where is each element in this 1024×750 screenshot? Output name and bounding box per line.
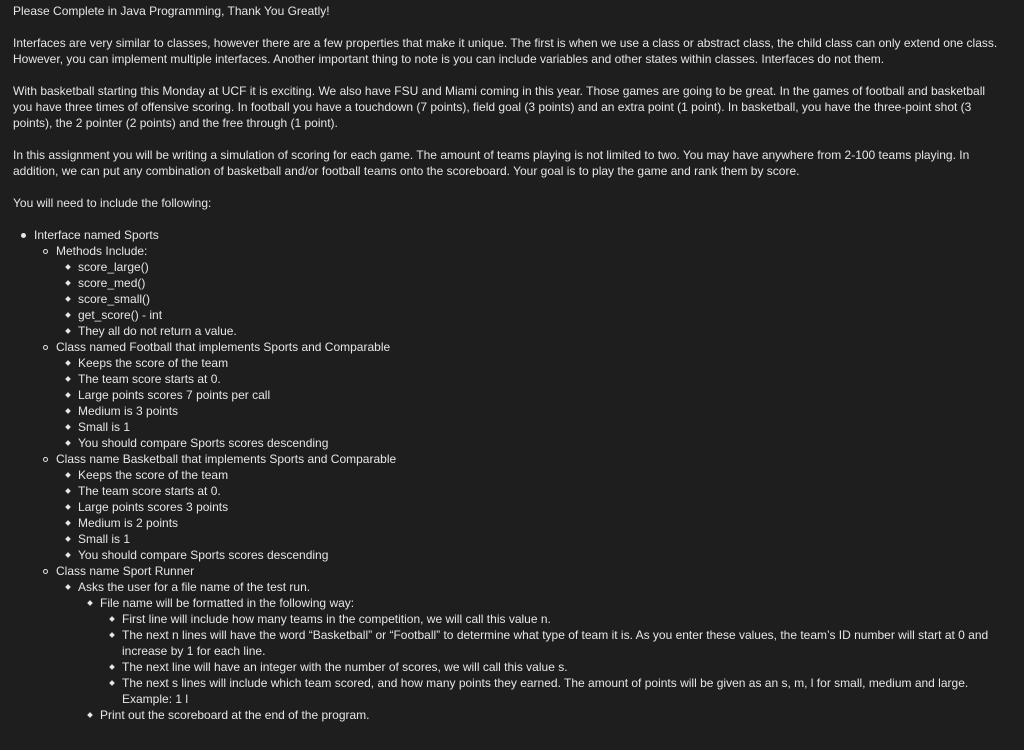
list-item: score_large()	[56, 259, 1003, 275]
football-class-label: Class named Football that implements Sports and Comparable	[56, 340, 391, 354]
requirements-heading: You will need to include the following:	[13, 196, 212, 210]
list-item: The team score starts at 0.	[56, 371, 1003, 387]
list-item: Keeps the score of the team	[56, 355, 1003, 371]
basketball-class-label: Class name Basketball that implements Sports and Comparable	[56, 452, 397, 466]
sport-runner-label: Class name Sport Runner	[56, 564, 195, 578]
document-title: Please Complete in Java Programming, Thank You Greatly!	[13, 4, 330, 18]
sports-interface-label: Interface named Sports	[34, 228, 159, 242]
methods-list	[56, 259, 1003, 339]
list-item: You should compare Sports scores descending	[56, 547, 1003, 563]
list-item: Keeps the score of the team	[56, 467, 1003, 483]
list-item: Small is 1	[56, 531, 1003, 547]
list-item-file-format	[78, 595, 1003, 707]
basketball-points-list	[56, 467, 1003, 563]
file-format-outer-list	[78, 595, 1003, 723]
list-item: get_score() - int	[56, 307, 1003, 323]
intro-paragraph-assignment: In this assignment you will be writing a simulation of scoring for each game. The amount of teams playing is not limited to two. You may have anywhere from 2-100 teams playing. In addition, we can put any combination of basketball and/or football teams onto the scoreboard. Your goal is to play the game and rank them by score.	[13, 148, 970, 178]
list-item: Large points scores 3 points	[56, 499, 1003, 515]
list-item-sport-runner-class	[34, 563, 1003, 723]
list-item: The next line will have an integer with the number of scores, we will call this value s.	[100, 659, 1003, 675]
list-item-football-class	[34, 339, 1003, 451]
list-item: Large points scores 7 points per call	[56, 387, 1003, 403]
list-item: First line will include how many teams in the competition, we will call this value n.	[100, 611, 1003, 627]
file-format-details-list	[100, 611, 1003, 707]
list-item-sports-interface	[13, 227, 1003, 723]
list-item: Medium is 3 points	[56, 403, 1003, 419]
football-points-list	[56, 355, 1003, 451]
list-item: Medium is 2 points	[56, 515, 1003, 531]
sport-runner-list	[56, 579, 1003, 723]
assignment-document	[13, 3, 1003, 723]
list-item: Small is 1	[56, 419, 1003, 435]
list-item: The next n lines will have the word “Basketball” or “Football” to determine what type of team it is. As you enter these values, the team’s ID number will start at 0 and increase by 1 for each line.	[100, 627, 1003, 659]
requirements-list	[13, 227, 1003, 723]
sports-interface-sublist	[34, 243, 1003, 723]
intro-paragraph-interfaces: Interfaces are very similar to classes, however there are a few properties that make it unique. The first is when we use a class or abstract class, the child class can only extend one class. However, you can implement multiple interfaces. Another important thing to note is you can include variables and other states within classes. Interfaces do not them.	[13, 36, 998, 66]
list-item-ask-file-name	[56, 579, 1003, 723]
list-item: The next s lines will include which team scored, and how many points they earned. The amount of points will be given as an s, m, l for small, medium and large. Example: 1 l	[100, 675, 1003, 707]
list-item: score_med()	[56, 275, 1003, 291]
ask-file-name-text: Asks the user for a file name of the test run.	[78, 580, 311, 594]
intro-paragraph-basketball: With basketball starting this Monday at UCF it is exciting. We also have FSU and Miami coming in this year. Those games are going to be great. In the games of football and basketball you have three times of offensive scoring. In football you have a touchdown (7 points), field goal (3 points) and an extra point (1 point). In basketball, you have the three-point shot (3 points), the 2 pointer (2 points) and the free through (1 point).	[13, 84, 986, 130]
file-format-label: File name will be formatted in the following way:	[100, 596, 355, 610]
list-item: The team score starts at 0.	[56, 483, 1003, 499]
methods-label: Methods Include:	[56, 244, 148, 258]
list-item-methods	[34, 243, 1003, 339]
list-item: They all do not return a value.	[56, 323, 1003, 339]
list-item-basketball-class	[34, 451, 1003, 563]
list-item: score_small()	[56, 291, 1003, 307]
list-item-print-scoreboard: Print out the scoreboard at the end of the program.	[78, 707, 1003, 723]
list-item: You should compare Sports scores descending	[56, 435, 1003, 451]
